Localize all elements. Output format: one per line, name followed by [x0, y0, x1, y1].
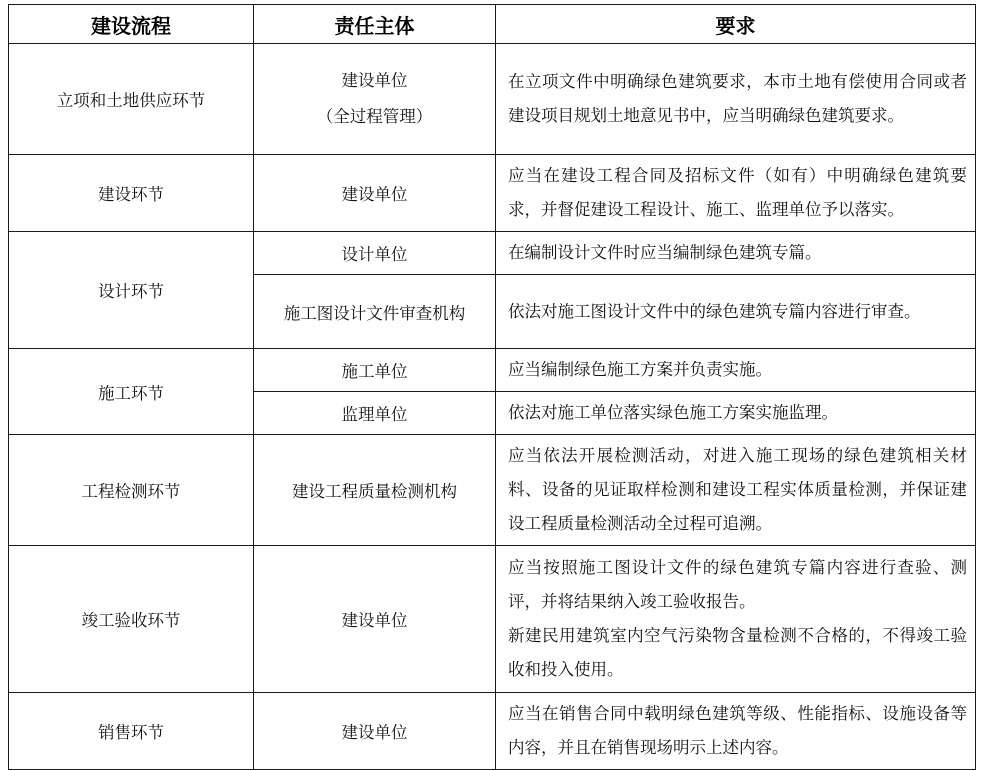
header-row [9, 5, 976, 44]
stage-cell: 设计环节 [9, 232, 254, 349]
requirement-cell: 应当编制绿色施工方案并负责实施。 [496, 349, 976, 392]
stage-cell: 销售环节 [9, 693, 254, 770]
table-row [9, 435, 976, 546]
table-row [9, 155, 976, 232]
requirement-cell: 应当在建设工程合同及招标文件（如有）中明确绿色建筑要求，并督促建设工程设计、施工、监理单位予以落实。 [496, 155, 976, 232]
table-row [9, 693, 976, 770]
requirement-cell: 应当依法开展检测活动，对进入施工现场的绿色建筑相关材料、设备的见证取样检测和建设工程实体质量检测，并保证建设工程质量检测活动全过程可追溯。 [496, 435, 976, 546]
requirement-cell: 在立项文件中明确绿色建筑要求，本市土地有偿使用合同或者建设项目规划土地意见书中，应当明确绿色建筑要求。 [496, 44, 976, 155]
header-process: 建设流程 [9, 5, 254, 44]
subject-cell: 建设单位 [254, 546, 496, 693]
subject-cell: 建设单位 [254, 155, 496, 232]
header-subject: 责任主体 [254, 5, 496, 44]
requirement-cell: 应当在销售合同中载明绿色建筑等级、性能指标、设施设备等内容，并且在销售现场明示上述内容。 [496, 693, 976, 770]
subject-cell: 施工单位 [254, 349, 496, 392]
header-requirement: 要求 [496, 5, 976, 44]
table-row [9, 546, 976, 693]
table-row [9, 44, 976, 155]
stage-cell: 工程检测环节 [9, 435, 254, 546]
table-row [9, 232, 976, 275]
stage-cell: 竣工验收环节 [9, 546, 254, 693]
responsibility-table [8, 4, 976, 770]
subject-cell: 建设单位 [254, 693, 496, 770]
subject-name: 建设单位 [341, 71, 408, 90]
requirement-cell [496, 546, 976, 693]
subject-cell: 设计单位 [254, 232, 496, 275]
subject-cell: 建设工程质量检测机构 [254, 435, 496, 546]
requirement-cell: 依法对施工图设计文件中的绿色建筑专篇内容进行审查。 [496, 275, 976, 349]
subject-cell: 施工图设计文件审查机构 [254, 275, 496, 349]
subject-note: （全过程管理） [316, 107, 433, 126]
stage-cell: 立项和土地供应环节 [9, 44, 254, 155]
requirement-cell: 在编制设计文件时应当编制绿色建筑专篇。 [496, 232, 976, 275]
table-row [9, 349, 976, 392]
stage-cell: 施工环节 [9, 349, 254, 435]
subject-cell: 监理单位 [254, 392, 496, 435]
requirement-paragraph: 新建民用建筑室内空气污染物含量检测不合格的，不得竣工验收和投入使用。 [508, 626, 967, 679]
stage-cell: 建设环节 [9, 155, 254, 232]
requirement-cell: 依法对施工单位落实绿色施工方案实施监理。 [496, 392, 976, 435]
requirement-paragraph: 应当按照施工图设计文件的绿色建筑专篇内容进行查验、测评，并将结果纳入竣工验收报告。 [508, 558, 967, 611]
subject-cell [254, 44, 496, 155]
